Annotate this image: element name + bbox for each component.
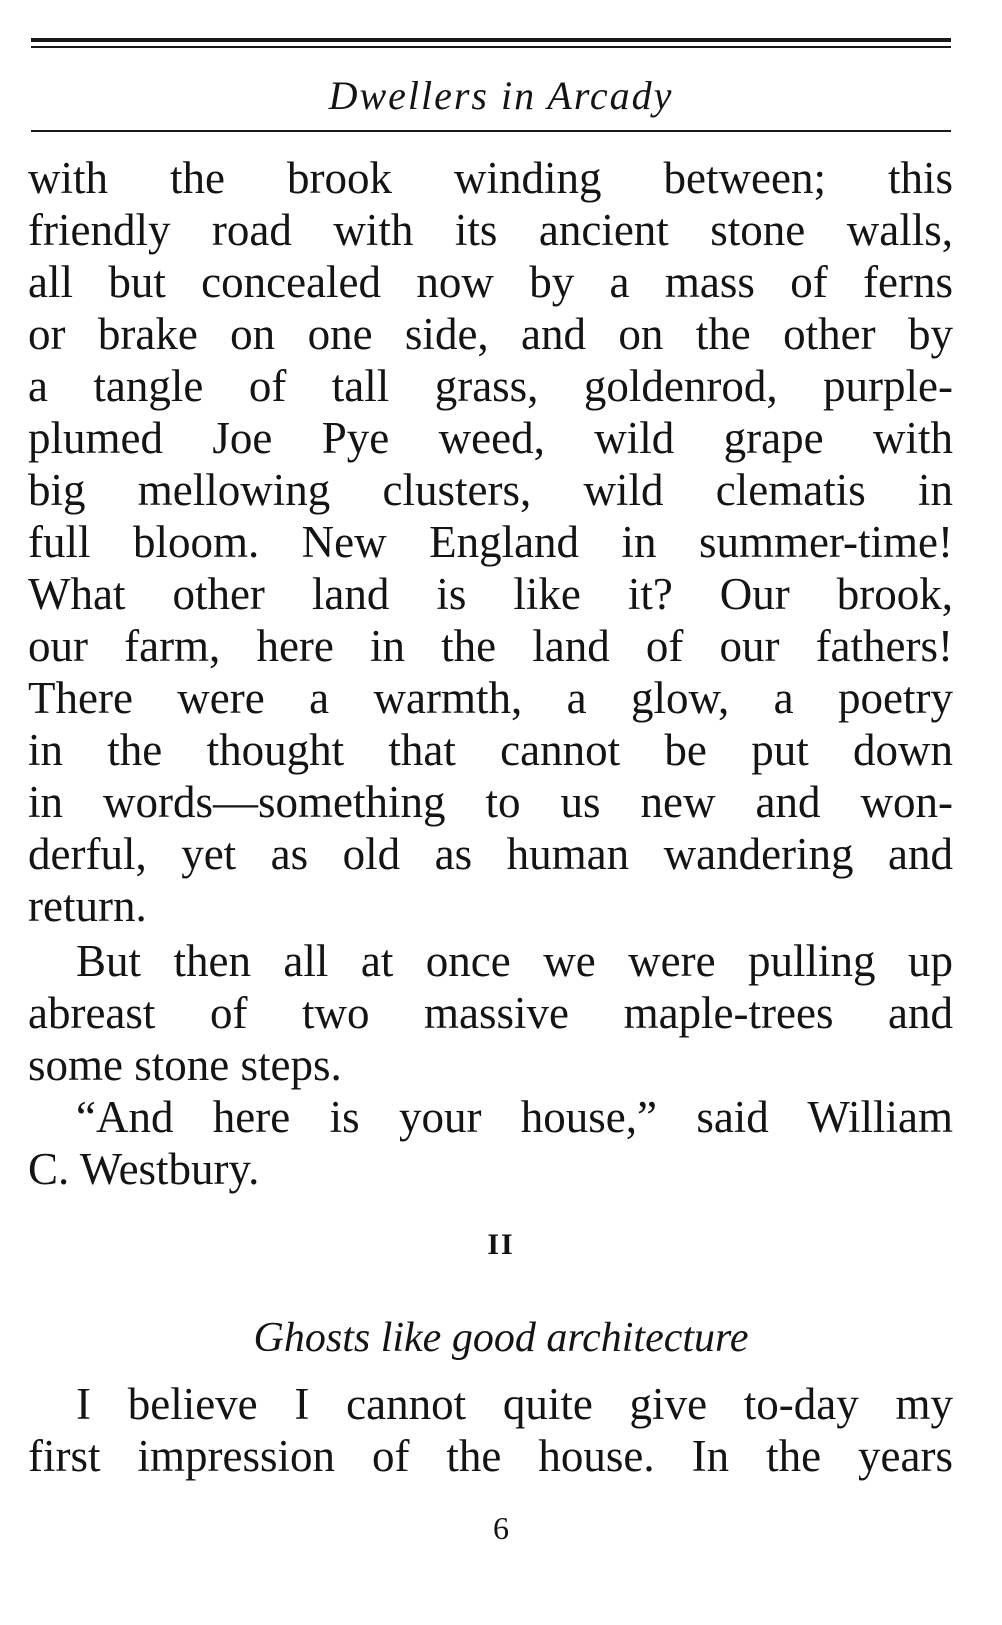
text-line: all but concealed now by a mass of ferns bbox=[28, 257, 953, 307]
text-line: But then all at once we were pulling up bbox=[76, 936, 953, 986]
header-rule-bottom bbox=[31, 130, 951, 132]
text-line: some stone steps. bbox=[28, 1040, 342, 1090]
text-line: I believe I cannot quite give to-day my bbox=[76, 1379, 953, 1429]
paragraph-3 bbox=[28, 1091, 953, 1195]
text-line: return. bbox=[28, 881, 147, 931]
text-line: What other land is like it? Our brook, bbox=[28, 569, 953, 619]
paragraph-2 bbox=[28, 935, 953, 1091]
paragraph-1 bbox=[28, 152, 953, 932]
text-line: “And here is your house,” said William bbox=[76, 1092, 953, 1142]
text-line: plumed Joe Pye weed, wild grape with bbox=[28, 413, 953, 463]
text-line: our farm, here in the land of our fathers! bbox=[28, 621, 953, 671]
page-number: 6 bbox=[493, 1510, 509, 1546]
text-line: in words—something to us new and won- bbox=[28, 777, 953, 827]
running-head: Dwellers in Arcady bbox=[328, 73, 674, 118]
section-title: Ghosts like good architecture bbox=[253, 1315, 749, 1361]
text-line: or brake on one side, and on the other by bbox=[28, 309, 953, 359]
text-line: abreast of two massive maple-trees and bbox=[28, 988, 953, 1038]
text-line: in the thought that cannot be put down bbox=[28, 725, 953, 775]
text-line: C. Westbury. bbox=[28, 1144, 260, 1194]
header-rule-thick bbox=[31, 38, 951, 42]
text-line: first impression of the house. In the years bbox=[28, 1431, 953, 1481]
text-line: big mellowing clusters, wild clematis in bbox=[28, 465, 953, 515]
text-line: There were a warmth, a glow, a poetry bbox=[28, 673, 953, 723]
text-line: a tangle of tall grass, goldenrod, purple- bbox=[28, 361, 953, 411]
text-line: with the brook winding between; this bbox=[28, 153, 953, 203]
text-line: full bloom. New England in summer-time! bbox=[28, 517, 953, 567]
text-line: friendly road with its ancient stone walls, bbox=[28, 205, 953, 255]
section-paragraph bbox=[28, 1378, 953, 1482]
text-line: derful, yet as old as human wandering and bbox=[28, 829, 953, 879]
header-rule-thin bbox=[31, 46, 951, 48]
section-number: II bbox=[487, 1228, 515, 1261]
